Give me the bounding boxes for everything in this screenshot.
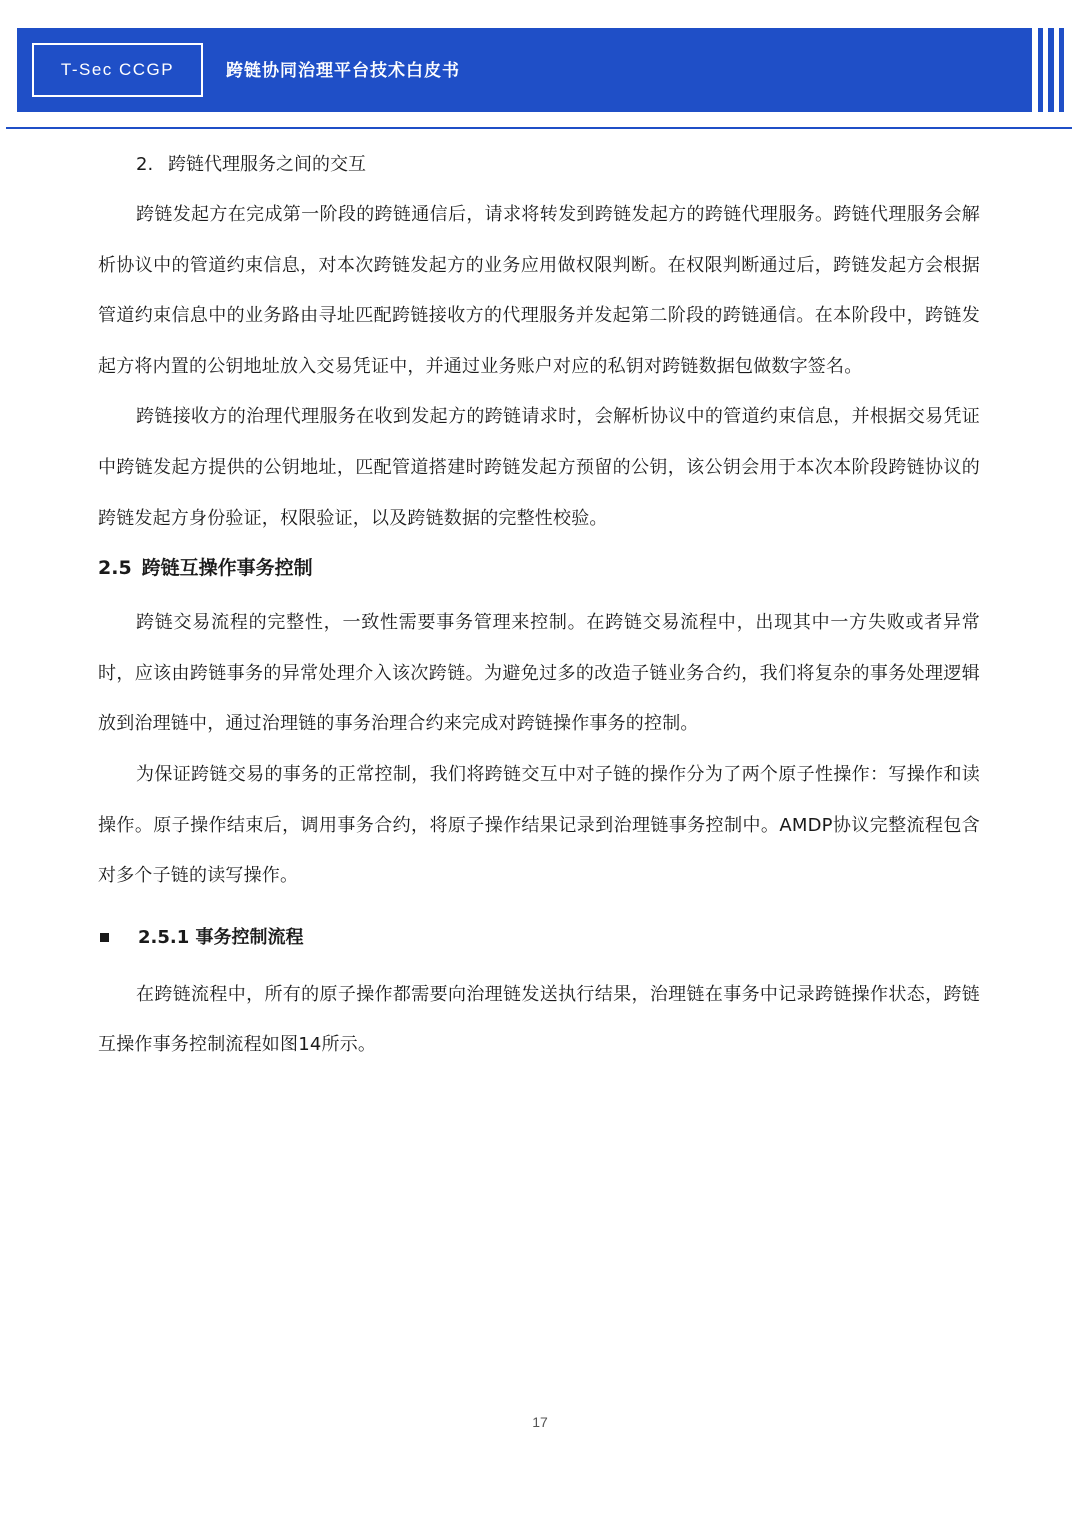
square-bullet-icon: [100, 933, 109, 942]
subsection-title: 2.5.1 事务控制流程: [138, 926, 304, 948]
paragraph: 为保证跨链交易的事务的正常控制，我们将跨链交互中对子链的操作分为了两个原子性操作：写操作和读操作。原子操作结束后，调用事务合约，将原子操作结果记录到治理链事务控制中。AMDP协议完整流程包含对多个子链的读写操作。: [98, 763, 980, 887]
header-stripe: [1038, 28, 1043, 112]
paragraph: 跨链发起方在完成第一阶段的跨链通信后，请求将转发到跨链发起方的跨链代理服务。跨链代理服务会解析协议中的管道约束信息，对本次跨链发起方的业务应用做权限判断。在权限判断通过后，跨链发起方会根据管道约束信息中的业务路由寻址匹配跨链接收方的代理服务并发起第二阶段的跨链通信。在本阶段中，跨链发起方将内置的公钥地址放入交易凭证中，并通过业务账户对应的私钥对跨链数据包做数字签名。: [98, 204, 980, 377]
section-title: 跨链互操作事务控制: [141, 557, 313, 580]
page-number: 17: [532, 1414, 548, 1430]
subsection-heading: [98, 916, 980, 960]
paragraph: 在跨链流程中，所有的原子操作都需要向治理链发送执行结果，治理链在事务中记录跨链操作状态，跨链互操作事务控制流程如图14所示。: [98, 983, 980, 1056]
numbered-subheading: [98, 140, 980, 190]
header-stripe: [1048, 28, 1054, 112]
brand-label: T-Sec CCGP: [60, 60, 175, 79]
header-divider: [6, 127, 1072, 129]
item-text: 跨链代理服务之间的交互: [168, 154, 366, 175]
section-number: 2.5: [98, 557, 132, 580]
section-heading: [98, 548, 980, 588]
document-title: 跨链协同治理平台技术白皮书: [226, 61, 460, 81]
page-body: [98, 140, 980, 1071]
item-number: 2.: [136, 154, 154, 175]
header-stripe: [1059, 28, 1064, 112]
paragraph: 跨链交易流程的完整性，一致性需要事务管理来控制。在跨链交易流程中，出现其中一方失败或者异常时，应该由跨链事务的异常处理介入该次跨链。为避免过多的改造子链业务合约，我们将复杂的事务处理逻辑放到治理链中，通过治理链的事务治理合约来完成对跨链操作事务的控制。: [98, 612, 980, 735]
paragraph: 跨链接收方的治理代理服务在收到发起方的跨链请求时，会解析协议中的管道约束信息，并根据交易凭证中跨链发起方提供的公钥地址，匹配管道搭建时跨链发起方预留的公钥，该公钥会用于本次本阶段跨链协议的跨链发起方身份验证，权限验证，以及跨链数据的完整性校验。: [98, 406, 980, 529]
brand-logo-box: [32, 43, 203, 97]
